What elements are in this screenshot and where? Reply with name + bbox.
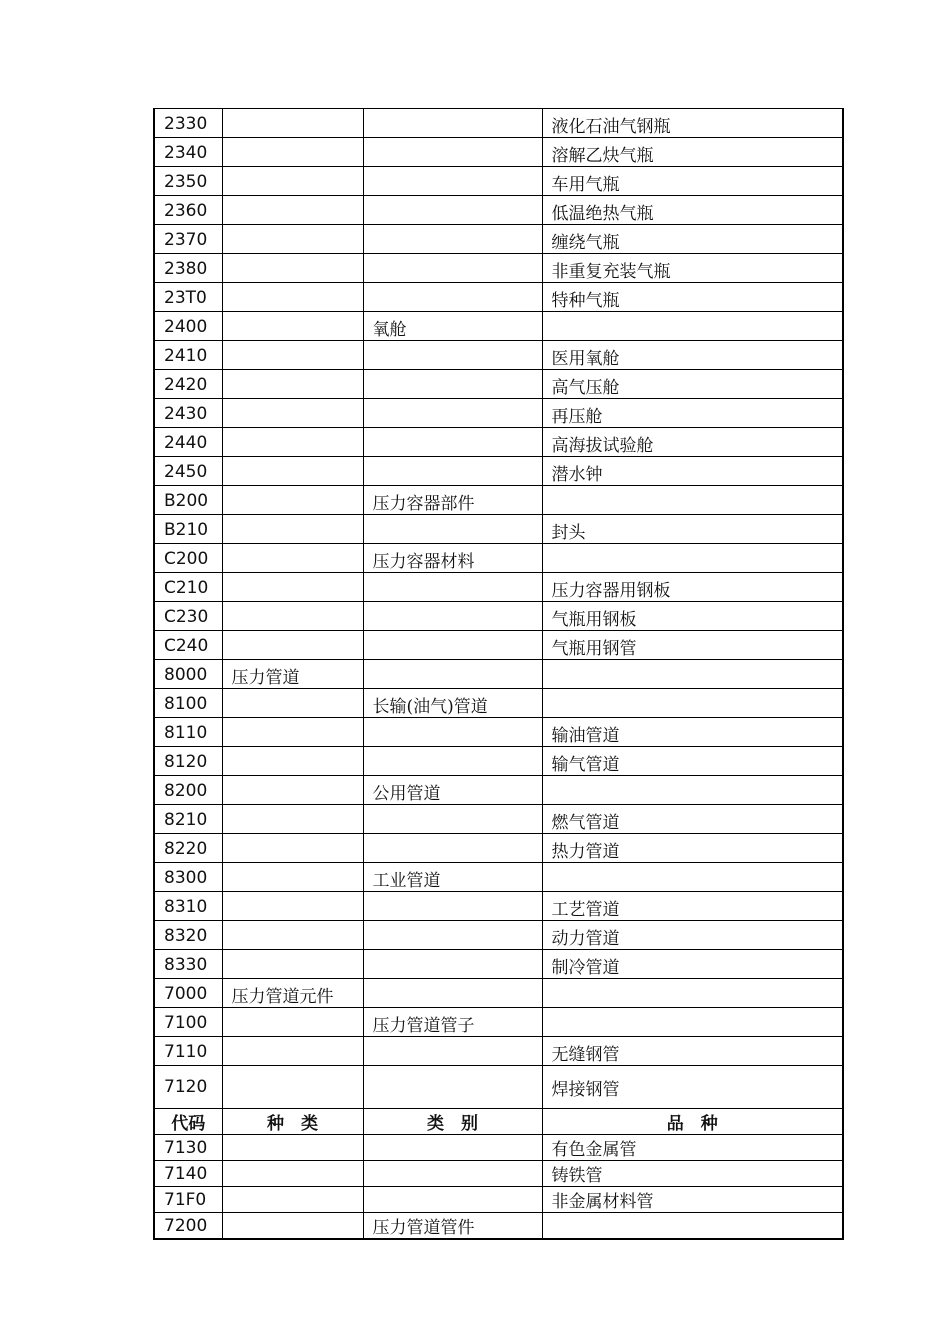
variety-cell: 车用气瓶	[542, 167, 843, 196]
table-row	[154, 1161, 843, 1187]
table-row	[154, 254, 843, 283]
variety-cell: 非重复充装气瓶	[542, 254, 843, 283]
category-cell	[363, 747, 542, 776]
table-row	[154, 921, 843, 950]
table-row	[154, 747, 843, 776]
code-cell: 7130	[154, 1135, 222, 1161]
kind-cell	[222, 225, 363, 254]
category-cell	[363, 573, 542, 602]
table-body-top	[154, 109, 843, 1066]
code-cell: 7110	[154, 1037, 222, 1066]
table-row	[154, 486, 843, 515]
kind-cell	[222, 1066, 363, 1109]
category-cell	[363, 225, 542, 254]
code-cell: 8110	[154, 718, 222, 747]
variety-cell: 封头	[542, 515, 843, 544]
variety-cell: 制冷管道	[542, 950, 843, 979]
kind-cell	[222, 602, 363, 631]
category-cell	[363, 718, 542, 747]
category-cell	[363, 1161, 542, 1187]
code-cell: C210	[154, 573, 222, 602]
kind-cell	[222, 109, 363, 138]
variety-cell: 缠绕气瓶	[542, 225, 843, 254]
category-cell	[363, 805, 542, 834]
code-cell: 2340	[154, 138, 222, 167]
kind-cell	[222, 631, 363, 660]
code-cell: 8320	[154, 921, 222, 950]
variety-cell	[542, 776, 843, 805]
table-row	[154, 776, 843, 805]
kind-cell	[222, 1161, 363, 1187]
table-header-repeat	[154, 1109, 843, 1135]
table-row	[154, 660, 843, 689]
category-cell: 氧舱	[363, 312, 542, 341]
code-cell: 2330	[154, 109, 222, 138]
table-row	[154, 1187, 843, 1213]
category-cell	[363, 109, 542, 138]
equipment-code-table	[153, 108, 844, 1240]
variety-cell: 无缝钢管	[542, 1037, 843, 1066]
kind-cell	[222, 892, 363, 921]
code-cell: C200	[154, 544, 222, 573]
variety-cell: 燃气管道	[542, 805, 843, 834]
table-row	[154, 979, 843, 1008]
variety-cell	[542, 312, 843, 341]
kind-cell	[222, 573, 363, 602]
variety-cell: 液化石油气钢瓶	[542, 109, 843, 138]
kind-cell	[222, 1037, 363, 1066]
code-cell: 2450	[154, 457, 222, 486]
category-cell	[363, 892, 542, 921]
code-cell: 8200	[154, 776, 222, 805]
kind-cell	[222, 283, 363, 312]
category-cell	[363, 1037, 542, 1066]
kind-cell	[222, 1008, 363, 1037]
code-cell: C240	[154, 631, 222, 660]
kind-cell	[222, 515, 363, 544]
code-cell: 2400	[154, 312, 222, 341]
variety-cell	[542, 1213, 843, 1240]
code-cell: 23T0	[154, 283, 222, 312]
code-cell: 8330	[154, 950, 222, 979]
kind-cell	[222, 399, 363, 428]
table-row	[154, 892, 843, 921]
kind-cell	[222, 457, 363, 486]
code-cell: 8300	[154, 863, 222, 892]
category-cell	[363, 515, 542, 544]
variety-cell: 医用氧舱	[542, 341, 843, 370]
variety-cell: 低温绝热气瓶	[542, 196, 843, 225]
header-variety: 品 种	[542, 1109, 843, 1135]
variety-cell: 焊接钢管	[542, 1066, 843, 1109]
code-cell: 2440	[154, 428, 222, 457]
variety-cell	[542, 544, 843, 573]
variety-cell	[542, 660, 843, 689]
code-cell: 8210	[154, 805, 222, 834]
code-cell: 2410	[154, 341, 222, 370]
header-row	[154, 1109, 843, 1135]
table-row	[154, 863, 843, 892]
code-cell: 2430	[154, 399, 222, 428]
variety-cell: 工艺管道	[542, 892, 843, 921]
code-cell: 7000	[154, 979, 222, 1008]
kind-cell	[222, 196, 363, 225]
kind-cell	[222, 138, 363, 167]
table-row	[154, 1008, 843, 1037]
category-cell: 公用管道	[363, 776, 542, 805]
table-row	[154, 341, 843, 370]
code-cell: 2420	[154, 370, 222, 399]
code-cell: 7140	[154, 1161, 222, 1187]
code-cell: 8000	[154, 660, 222, 689]
table-row	[154, 515, 843, 544]
table-row	[154, 544, 843, 573]
category-cell	[363, 1187, 542, 1213]
table-row	[154, 225, 843, 254]
category-cell	[363, 631, 542, 660]
code-cell: 8310	[154, 892, 222, 921]
kind-cell	[222, 1187, 363, 1213]
code-cell: 2360	[154, 196, 222, 225]
code-cell: 7200	[154, 1213, 222, 1240]
variety-cell: 铸铁管	[542, 1161, 843, 1187]
kind-cell	[222, 747, 363, 776]
category-cell: 长输(油气)管道	[363, 689, 542, 718]
table-row	[154, 370, 843, 399]
category-cell	[363, 660, 542, 689]
code-cell: 8120	[154, 747, 222, 776]
category-cell	[363, 950, 542, 979]
category-cell	[363, 370, 542, 399]
category-cell: 工业管道	[363, 863, 542, 892]
kind-cell	[222, 689, 363, 718]
variety-cell: 动力管道	[542, 921, 843, 950]
category-cell	[363, 428, 542, 457]
code-cell: 71F0	[154, 1187, 222, 1213]
variety-cell	[542, 1008, 843, 1037]
table-row	[154, 109, 843, 138]
code-cell: B200	[154, 486, 222, 515]
variety-cell: 高气压舱	[542, 370, 843, 399]
kind-cell	[222, 863, 363, 892]
variety-cell: 特种气瓶	[542, 283, 843, 312]
category-cell: 压力管道管件	[363, 1213, 542, 1240]
category-cell	[363, 283, 542, 312]
kind-cell	[222, 428, 363, 457]
code-cell: B210	[154, 515, 222, 544]
category-cell	[363, 979, 542, 1008]
table-row	[154, 805, 843, 834]
variety-cell: 非金属材料管	[542, 1187, 843, 1213]
variety-cell: 再压舱	[542, 399, 843, 428]
kind-cell	[222, 805, 363, 834]
kind-cell	[222, 167, 363, 196]
variety-cell	[542, 863, 843, 892]
category-cell	[363, 457, 542, 486]
table-body-tall	[154, 1066, 843, 1109]
table-row	[154, 312, 843, 341]
code-cell: 2370	[154, 225, 222, 254]
table-row	[154, 718, 843, 747]
table-row	[154, 1213, 843, 1240]
code-cell: 7100	[154, 1008, 222, 1037]
table-row	[154, 834, 843, 863]
kind-cell	[222, 254, 363, 283]
variety-cell	[542, 486, 843, 515]
category-cell: 压力容器材料	[363, 544, 542, 573]
table-body-bottom	[154, 1135, 843, 1240]
variety-cell	[542, 689, 843, 718]
variety-cell: 有色金属管	[542, 1135, 843, 1161]
kind-cell	[222, 834, 363, 863]
category-cell	[363, 399, 542, 428]
variety-cell: 压力容器用钢板	[542, 573, 843, 602]
variety-cell: 高海拔试验舱	[542, 428, 843, 457]
variety-cell: 溶解乙炔气瓶	[542, 138, 843, 167]
table-row	[154, 196, 843, 225]
variety-cell: 热力管道	[542, 834, 843, 863]
kind-cell	[222, 370, 363, 399]
kind-cell	[222, 1213, 363, 1240]
table-row	[154, 950, 843, 979]
variety-cell: 输油管道	[542, 718, 843, 747]
code-cell: 8220	[154, 834, 222, 863]
table-row	[154, 689, 843, 718]
category-cell	[363, 341, 542, 370]
table-row	[154, 631, 843, 660]
variety-cell: 潜水钟	[542, 457, 843, 486]
kind-cell	[222, 950, 363, 979]
category-cell	[363, 921, 542, 950]
code-cell: 2350	[154, 167, 222, 196]
code-cell: C230	[154, 602, 222, 631]
kind-cell: 压力管道	[222, 660, 363, 689]
variety-cell	[542, 979, 843, 1008]
kind-cell	[222, 1135, 363, 1161]
kind-cell	[222, 776, 363, 805]
kind-cell	[222, 544, 363, 573]
category-cell	[363, 167, 542, 196]
header-category: 类 别	[363, 1109, 542, 1135]
table-row	[154, 167, 843, 196]
variety-cell: 气瓶用钢管	[542, 631, 843, 660]
table-row	[154, 138, 843, 167]
category-cell	[363, 138, 542, 167]
kind-cell: 压力管道元件	[222, 979, 363, 1008]
kind-cell	[222, 341, 363, 370]
header-code: 代码	[154, 1109, 222, 1135]
variety-cell: 输气管道	[542, 747, 843, 776]
category-cell: 压力容器部件	[363, 486, 542, 515]
table-row	[154, 573, 843, 602]
kind-cell	[222, 486, 363, 515]
code-cell: 7120	[154, 1066, 222, 1109]
table-row	[154, 428, 843, 457]
category-cell	[363, 602, 542, 631]
category-cell	[363, 834, 542, 863]
code-cell: 2380	[154, 254, 222, 283]
category-cell	[363, 196, 542, 225]
table-row	[154, 1037, 843, 1066]
kind-cell	[222, 718, 363, 747]
table-row	[154, 457, 843, 486]
category-cell	[363, 1066, 542, 1109]
table-row	[154, 399, 843, 428]
code-cell: 8100	[154, 689, 222, 718]
table-row	[154, 602, 843, 631]
kind-cell	[222, 312, 363, 341]
category-cell: 压力管道管子	[363, 1008, 542, 1037]
kind-cell	[222, 921, 363, 950]
table-row	[154, 1135, 843, 1161]
category-cell	[363, 1135, 542, 1161]
variety-cell: 气瓶用钢板	[542, 602, 843, 631]
table-row	[154, 1066, 843, 1109]
category-cell	[363, 254, 542, 283]
table-row	[154, 283, 843, 312]
header-kind: 种 类	[222, 1109, 363, 1135]
